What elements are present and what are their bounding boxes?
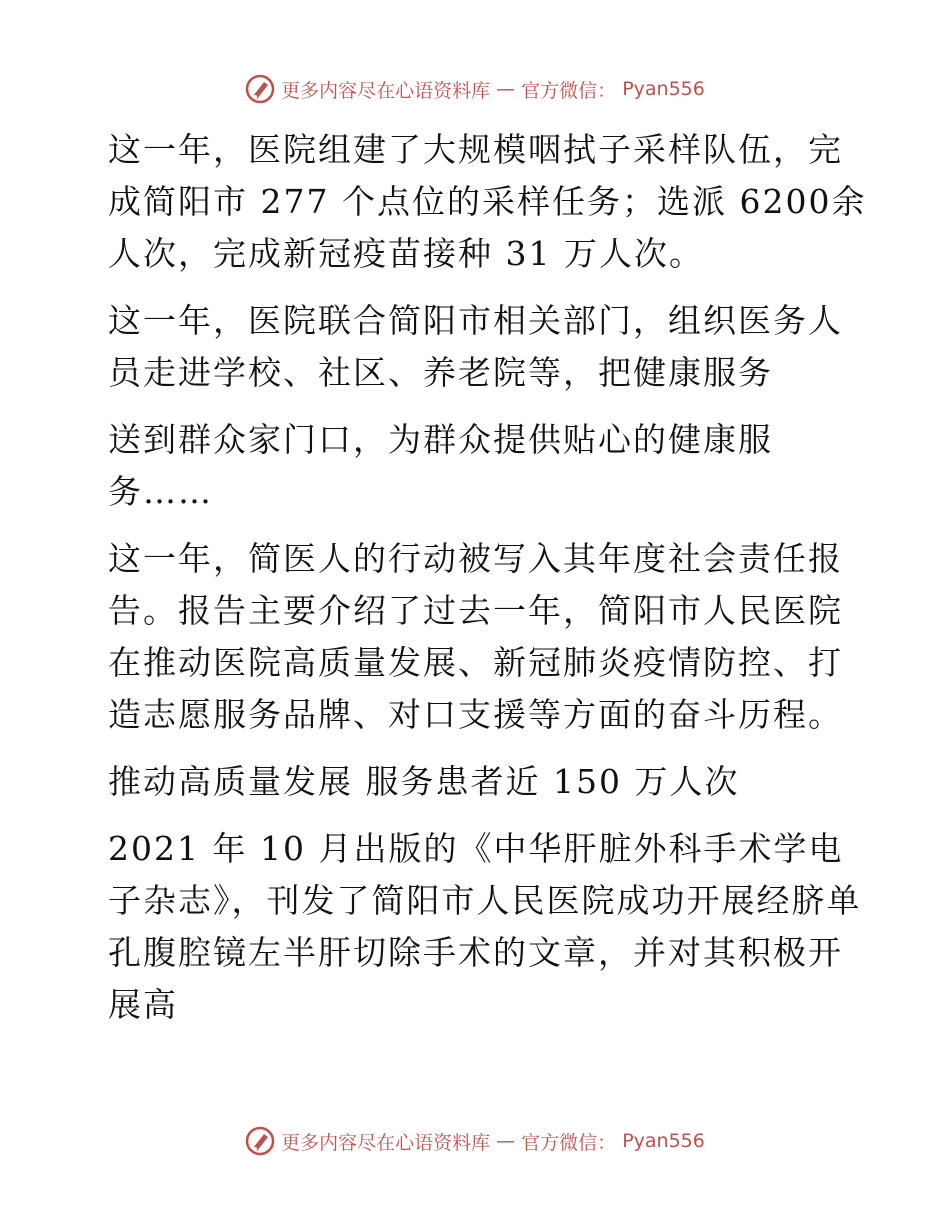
pen-logo-icon: [245, 74, 275, 104]
watermark-wechat-id: Pyan556: [622, 78, 705, 100]
paragraph-journal: 2021 年 10 月出版的《中华肝脏外科手术学电子杂志》，刊发了简阳市人民医院成功开展经脐单孔腹腔镜左半肝切除手术的文章，并对其积极开展高: [108, 829, 862, 1024]
pen-logo-icon: [245, 1126, 275, 1156]
watermark-main-text: 更多内容尽在心语资料库: [281, 79, 491, 102]
paragraph-csr-report: 这一年，简医人的行动被写入其年度社会责任报告。报告主要介绍了过去一年，简阳市人民医院在推动医院高质量发展、新冠肺炎疫情防控、打造志愿服务品牌、对口支援等方面的奋斗历程。: [108, 539, 843, 734]
watermark-separator: —: [496, 78, 516, 100]
section-heading: 推动高质量发展 服务患者近 150 万人次: [108, 762, 740, 801]
watermark-main-text: 更多内容尽在心语资料库: [281, 1131, 491, 1154]
document-body: [98, 124, 868, 1046]
watermark-wechat-id: Pyan556: [622, 1130, 705, 1152]
header-watermark: [0, 74, 950, 104]
paragraph-community-service: 这一年，医院联合简阳市相关部门，组织医务人员走进学校、社区、养老院等，把健康服务: [108, 301, 843, 392]
watermark-wechat-label: 官方微信：: [521, 79, 617, 102]
paragraph-sampling: 这一年，医院组建了大规模咽拭子采样队伍，完成简阳市 277 个点位的采样任务；选派 6200余人次，完成新冠疫苗接种 31 万人次。: [108, 130, 867, 273]
footer-watermark: [0, 1126, 950, 1156]
watermark-separator: —: [496, 1130, 516, 1152]
watermark-wechat-label: 官方微信：: [521, 1131, 617, 1154]
paragraph-health-service: 送到群众家门口，为群众提供贴心的健康服务……: [108, 420, 773, 511]
